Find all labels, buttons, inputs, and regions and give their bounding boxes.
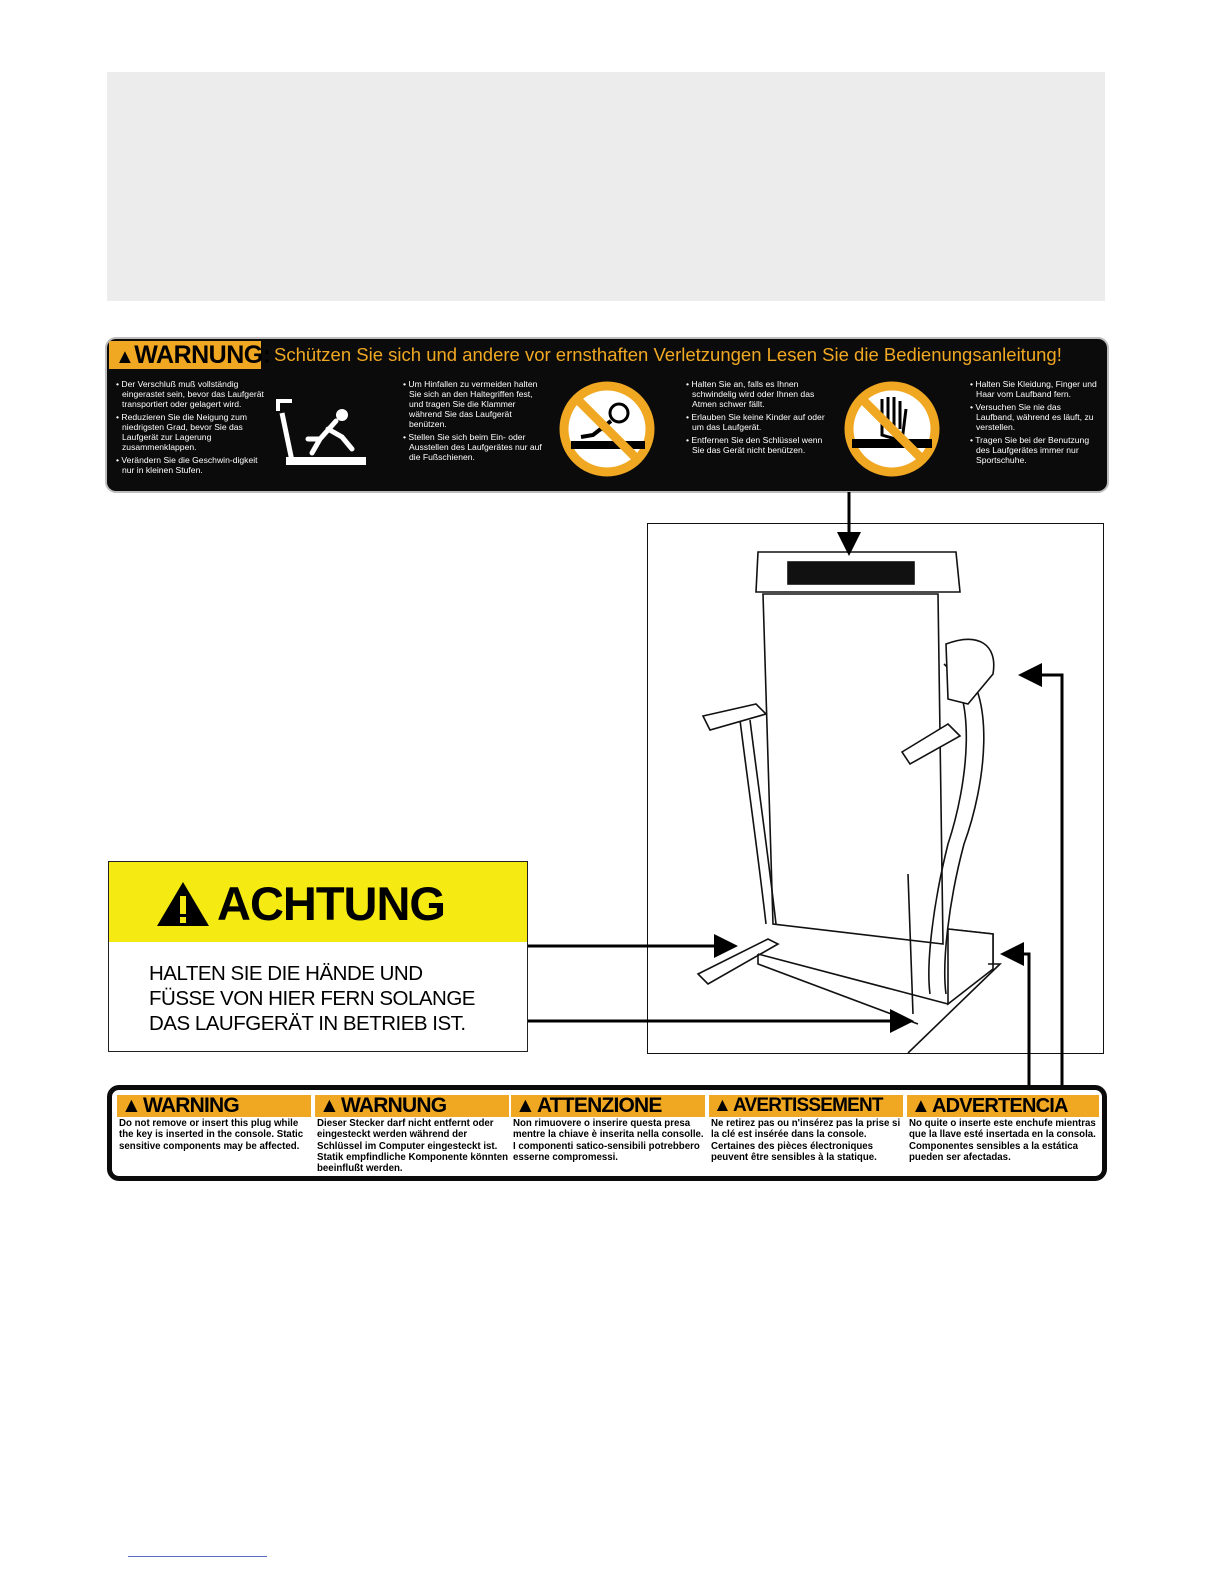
multilingual-warning-label bbox=[107, 1085, 1107, 1181]
achtung-label bbox=[108, 861, 528, 1052]
no-hands-icon bbox=[842, 379, 942, 479]
warning-decal bbox=[107, 339, 1107, 491]
decal-column-3 bbox=[685, 379, 825, 458]
achtung-line: DAS LAUFGERÄT IN BETRIEB IST. bbox=[149, 1012, 466, 1035]
decal-bullet: • Reduzieren Sie die Neigung zum niedrigsten Grad, bevor Sie das Laufgerät zur Lagerung zusammenklappen. bbox=[115, 412, 265, 452]
achtung-body bbox=[149, 961, 519, 1036]
warning-triangle-icon: ▲ bbox=[319, 1094, 339, 1117]
lang-text: Dieser Stecker darf nicht entfernt oder eingesteckt werden während der Schlüssel im Computer eingesteckt ist. Statik empfindliche Komponente könnten beeinflußt werden. bbox=[317, 1118, 509, 1175]
decal-bullet: • Entfernen Sie den Schlüssel wenn Sie das Gerät nicht benützen. bbox=[685, 435, 825, 455]
achtung-title: ACHTUNG bbox=[217, 877, 445, 930]
footer-rule bbox=[128, 1556, 267, 1557]
lang-text: Non rimuovere o inserire questa presa mentre la chiave è inserita nella consolle. I componenti satico-sensibili potrebbero esserne compromessi. bbox=[513, 1118, 704, 1163]
warning-german bbox=[315, 1095, 509, 1174]
decal-column-1 bbox=[115, 379, 265, 478]
warning-triangle-icon bbox=[155, 880, 211, 928]
lang-heading: ADVERTENCIA bbox=[932, 1095, 1068, 1117]
decal-bullet: • Der Verschluß muß vollständig eingerastet sein, bevor das Laufgerät transportiert oder gelagert wird. bbox=[115, 379, 265, 409]
blank-gray-panel bbox=[107, 72, 1105, 301]
decal-column-4 bbox=[969, 379, 1101, 468]
lang-heading: ATTENZIONE bbox=[537, 1094, 662, 1117]
no-children-icon bbox=[557, 379, 657, 479]
lang-text: Do not remove or insert this plug while the key is inserted in the console. Static sensitive components may be affected. bbox=[119, 1118, 304, 1152]
falling-person-icon bbox=[272, 379, 372, 479]
warning-french bbox=[709, 1095, 903, 1163]
achtung-line: HALTEN SIE DIE HÄNDE UND bbox=[149, 962, 423, 985]
warning-spanish bbox=[907, 1095, 1099, 1163]
decal-bullet: • Stellen Sie sich beim Ein- oder Ausstellen des Laufgerätes nur auf die Fußschienen. bbox=[402, 432, 542, 462]
warning-english bbox=[117, 1095, 311, 1152]
decal-bullet: • Tragen Sie bei der Benutzung des Laufgerätes immer nur Sportschuhe. bbox=[969, 435, 1101, 465]
decal-bullet: • Erlauben Sie keine Kinder auf oder um das Laufgerät. bbox=[685, 412, 825, 432]
lang-heading: WARNING bbox=[143, 1094, 239, 1117]
decal-bullet: • Um Hinfallen zu vermeiden halten Sie sich an den Haltegriffen fest, und tragen Sie die Klammer während Sie das Laufgerät benützen. bbox=[402, 379, 542, 429]
lang-text: No quite o inserte este enchufe mientras que la llave esté insertada en la consola. Componentes sensibles a la estática pueden ser afectadas. bbox=[909, 1118, 1096, 1163]
treadmill-illustration-frame bbox=[647, 523, 1104, 1054]
decal-headline: Schützen Sie sich und andere vor ernsthaften Verletzungen Lesen Sie die Bedienungsanleitung! bbox=[274, 344, 1062, 365]
lang-heading: WARNUNG bbox=[341, 1094, 447, 1117]
decal-bullet: • Halten Sie an, falls es Ihnen schwindelig wird oder Ihnen das Atmen schwer fällt. bbox=[685, 379, 825, 409]
warning-triangle-icon: ▲ bbox=[713, 1095, 732, 1116]
decal-bullet: • Versuchen Sie nie das Laufband, während es läuft, zu verstellen. bbox=[969, 402, 1101, 432]
decal-column-2 bbox=[402, 379, 542, 465]
decal-tag: ▲WARNUNG: bbox=[109, 341, 261, 369]
warning-triangle-icon: ▲ bbox=[121, 1094, 141, 1117]
warning-triangle-icon: ▲ bbox=[911, 1095, 930, 1117]
lang-heading: AVERTISSEMENT bbox=[733, 1095, 883, 1116]
decal-bullet: • Verändern Sie die Geschwin-digkeit nur in kleinen Stufen. bbox=[115, 455, 265, 475]
treadmill-drawing bbox=[648, 524, 1103, 1053]
warning-italian bbox=[511, 1095, 705, 1163]
warning-triangle-icon: ▲ bbox=[515, 1094, 535, 1117]
achtung-line: FÜSSE VON HIER FERN SOLANGE bbox=[149, 987, 475, 1010]
decal-bullet: • Halten Sie Kleidung, Finger und Haar vom Laufband fern. bbox=[969, 379, 1101, 399]
decal-header bbox=[109, 341, 1099, 371]
lang-text: Ne retirez pas ou n'insérez pas la prise si la clé est insérée dans la console. Certaines des pièces électroniques peuvent être sensibles à la statique. bbox=[711, 1118, 901, 1163]
